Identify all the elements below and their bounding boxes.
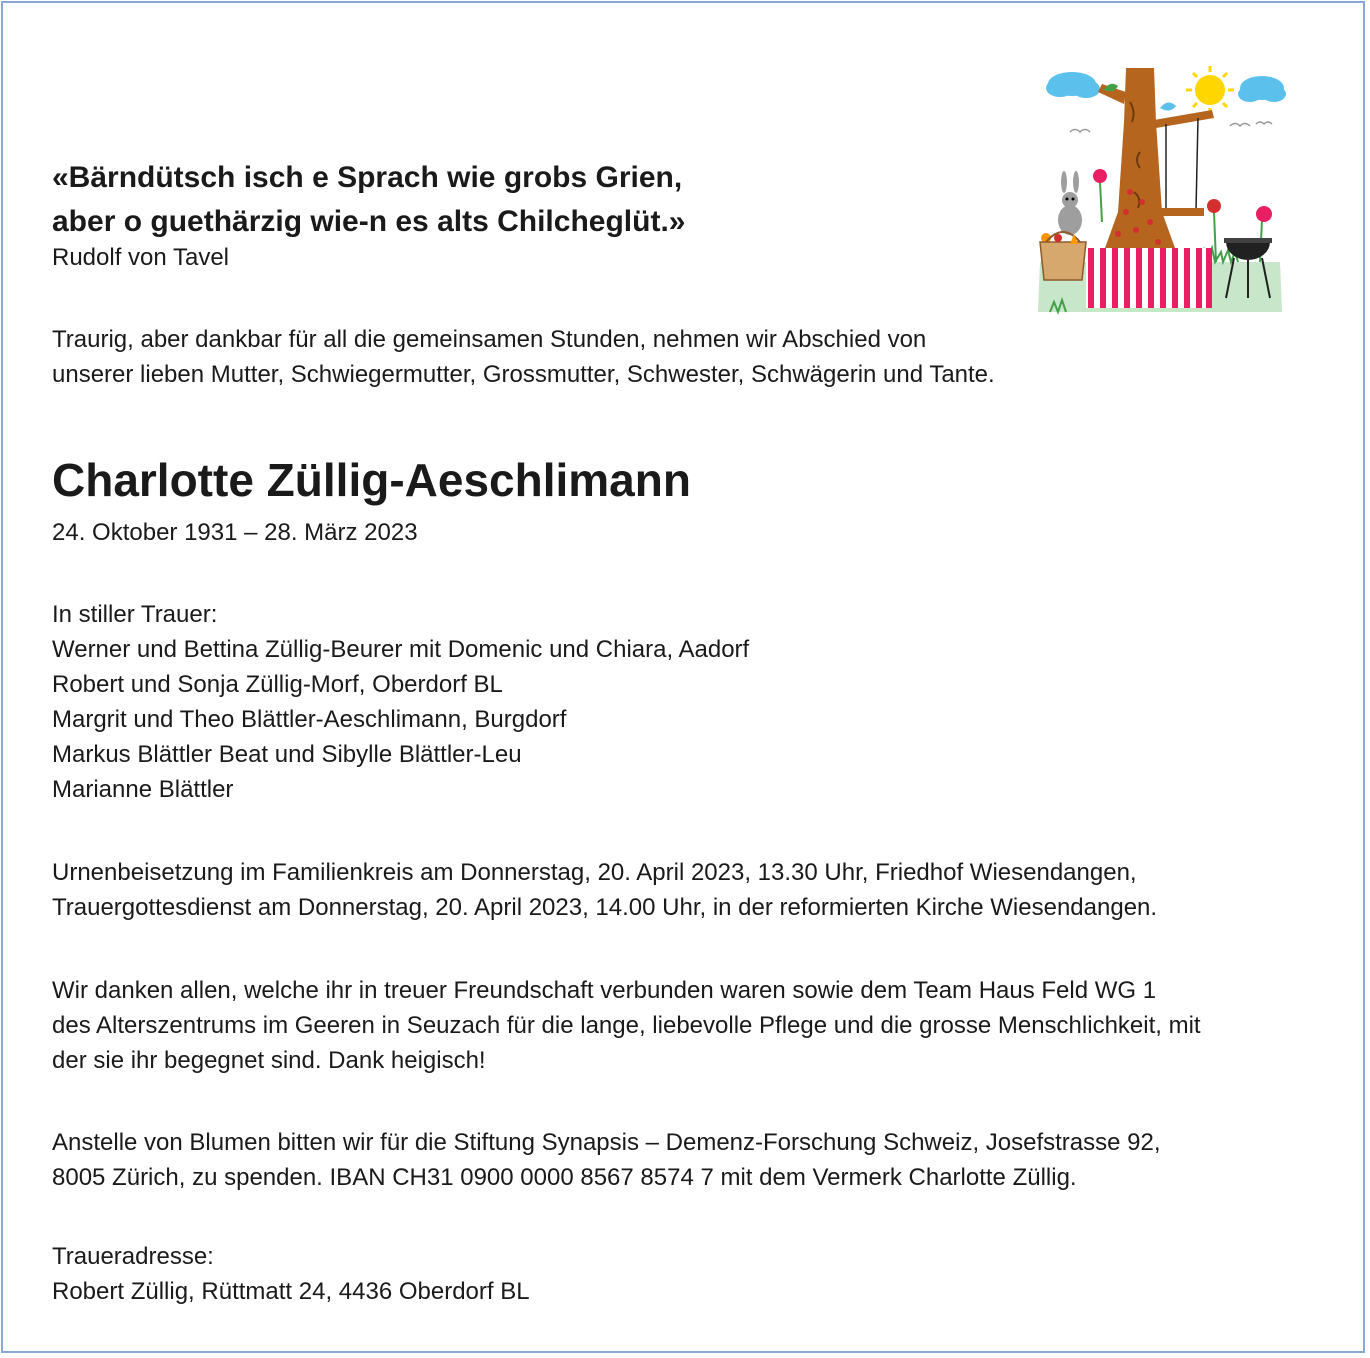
- intro-line: unserer lieben Mutter, Schwiegermutter, Grossmutter, Schwester, Schwägerin und Tante.: [52, 361, 995, 388]
- address-heading: Traueradresse:: [52, 1243, 214, 1270]
- donation-paragraph: [52, 1125, 1161, 1195]
- quote-line: aber o guethärzig wie-n es alts Chilcheglüt.»: [52, 205, 686, 238]
- intro-line: Traurig, aber dankbar für all die gemeinsamen Stunden, nehmen wir Abschied von: [52, 326, 927, 353]
- quote-author: Rudolf von Tavel: [52, 244, 229, 271]
- mourners-heading: In stiller Trauer:: [52, 601, 218, 628]
- mourning-address: [52, 1239, 530, 1309]
- mourner-entry: Markus Blättler Beat und Sibylle Blättler-Leu: [52, 741, 522, 768]
- life-dates: 24. Oktober 1931 – 28. März 2023: [52, 519, 418, 546]
- mourners-list: [52, 597, 749, 807]
- quote-line: «Bärndütsch isch e Sprach wie grobs Grien,: [52, 161, 683, 194]
- intro-text: [52, 322, 995, 392]
- address-line: Robert Züllig, Rüttmatt 24, 4436 Oberdorf BL: [52, 1278, 530, 1305]
- deceased-name: Charlotte Züllig-Aeschlimann: [52, 454, 691, 506]
- thanks-line: Wir danken allen, welche ihr in treuer Freundschaft verbunden waren sowie dem Team Haus Feld WG 1: [52, 977, 1157, 1004]
- thanks-line: des Alterszentrums im Geeren in Seuzach für die lange, liebevolle Pflege und die grosse Menschlichkeit, mit: [52, 1012, 1201, 1039]
- service-info: [52, 855, 1157, 925]
- mourner-entry: Werner und Bettina Züllig-Beurer mit Domenic und Chiara, Aadorf: [52, 636, 750, 663]
- child-drawing-tree-swing-icon: [1030, 62, 1288, 324]
- service-line: Trauergottesdienst am Donnerstag, 20. April 2023, 14.00 Uhr, in der reformierten Kirche Wiesendangen.: [52, 894, 1158, 921]
- thanks-line: der sie ihr begegnet sind. Dank heigisch!: [52, 1047, 486, 1074]
- donation-line: Anstelle von Blumen bitten wir für die Stiftung Synapsis – Demenz-Forschung Schweiz, Josefstrasse 92,: [52, 1129, 1161, 1156]
- service-line: Urnenbeisetzung im Familienkreis am Donnerstag, 20. April 2023, 13.30 Uhr, Friedhof Wiesendangen,: [52, 859, 1137, 886]
- mourner-entry: Robert und Sonja Züllig-Morf, Oberdorf BL: [52, 671, 503, 698]
- donation-line: 8005 Zürich, zu spenden. IBAN CH31 0900 0000 8567 8574 7 mit dem Vermerk Charlotte Züllig.: [52, 1164, 1077, 1191]
- mourner-entry: Margrit und Theo Blättler-Aeschlimann, Burgdorf: [52, 706, 567, 733]
- mourner-entry: Marianne Blättler: [52, 776, 234, 803]
- quote: [52, 156, 685, 244]
- thanks-paragraph: [52, 973, 1201, 1078]
